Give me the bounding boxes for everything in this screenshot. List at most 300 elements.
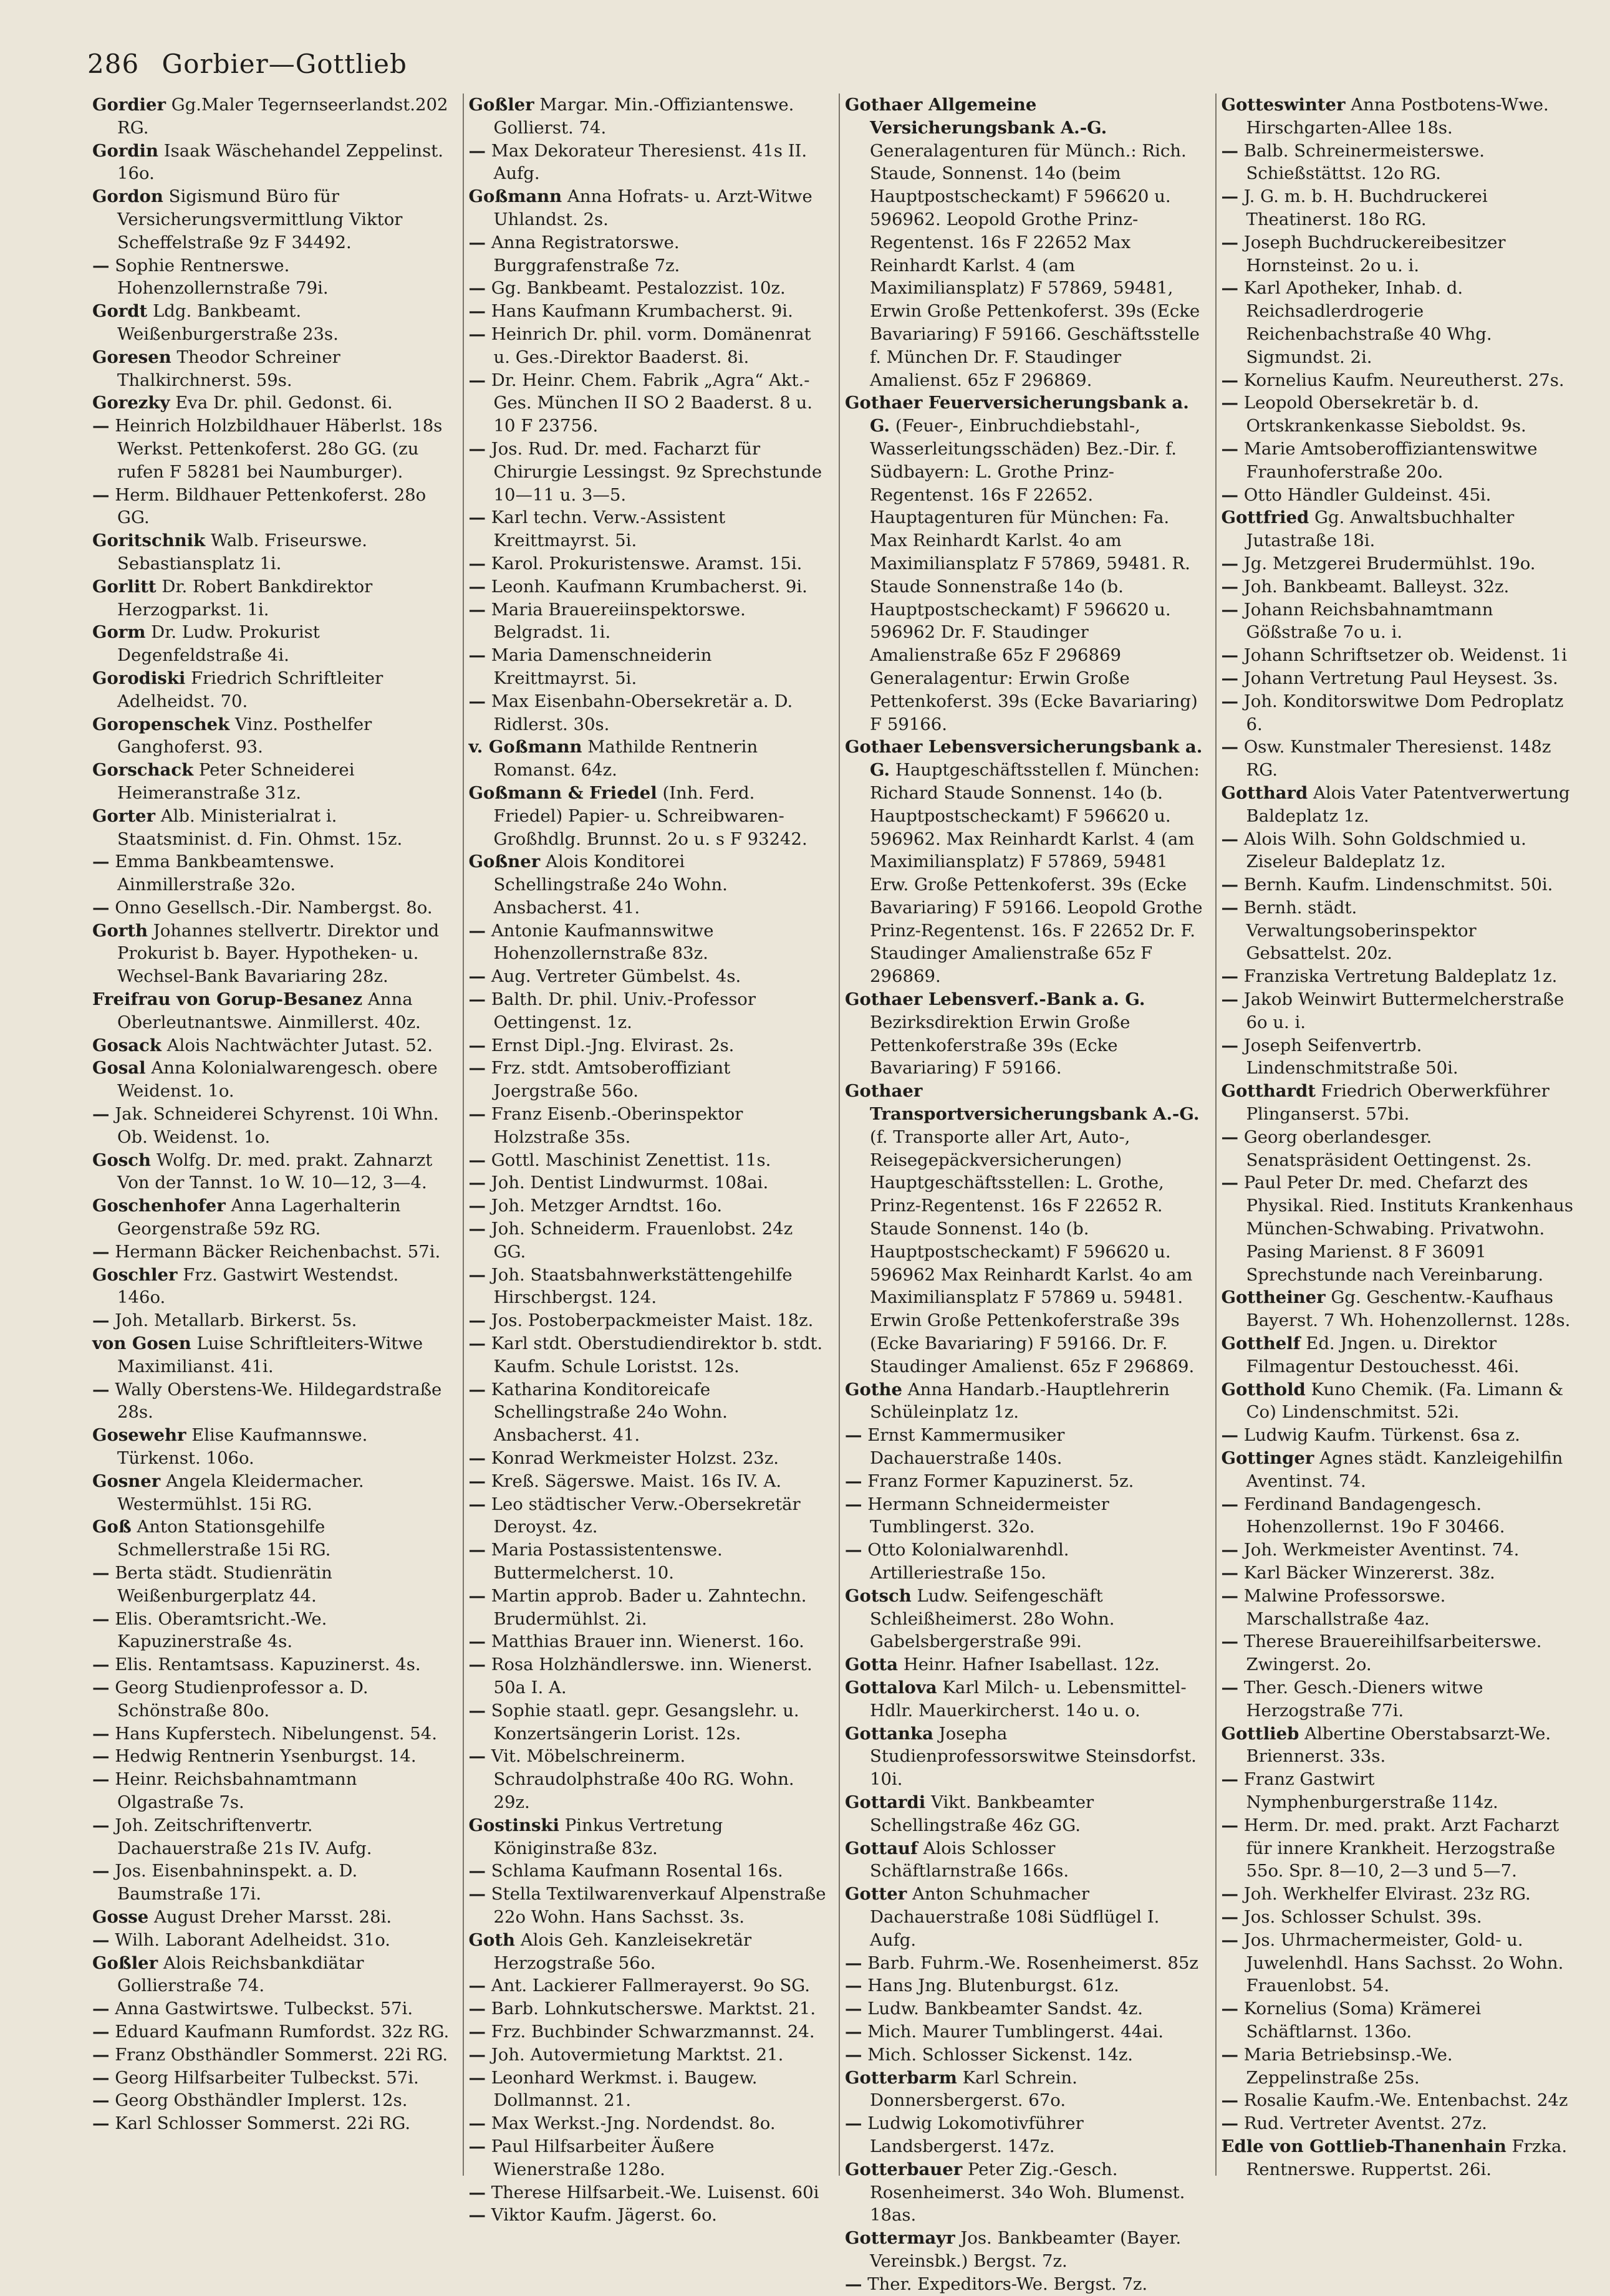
entry-name: Gothaer Lebensversicherungsbank a. G. [845, 737, 1203, 781]
entry-name: v. Goßmann [468, 737, 582, 757]
entry-name: Gotsch [845, 1585, 912, 1606]
entry-text: Alois Vater Patentverwertung Baldeplatz 1z. [1246, 782, 1570, 826]
entry-text: Karl Schrein. Donnersbergerst. 67o. [870, 2067, 1077, 2111]
entry-text: Anna Postbotens-Wwe. Hirschgarten-Allee 18s. [1246, 95, 1549, 138]
directory-entry [1222, 1126, 1579, 1172]
entry-text: Eduard Kaufmann Rumfordst. 32z RG. [115, 2021, 450, 2042]
entry-text: Bernh. städt. Verwaltungsoberinspektor Gebsattelst. 20z. [1243, 897, 1477, 964]
entry-name: Goßner [468, 852, 541, 872]
entry-name: Gosal [92, 1058, 146, 1078]
directory-entry [469, 140, 827, 186]
entry-text: Ludw. Bankbeamter Sandst. 4z. [867, 1999, 1144, 2019]
entry-text: Karol. Prokuristenswe. Aramst. 15i. [491, 553, 803, 574]
directory-entry [92, 2044, 450, 2067]
directory-entry [92, 1149, 450, 1195]
entry-name: — [468, 1310, 486, 1331]
directory-entry [92, 1676, 450, 1722]
directory-entry [1222, 2135, 1579, 2181]
entry-text: Max Dekorateur Theresienst. 41s II. Aufg. [491, 140, 807, 184]
directory-entry [1222, 140, 1579, 186]
entry-text: Karl stdt. Oberstudiendirektor b. stdt. Kaufm. Schule Loristst. 12s. [491, 1333, 823, 1376]
directory-entry [1222, 391, 1579, 438]
entry-text: Karl Milch- u. Lebensmittel-Hdlr. Mauerkircherst. 14o u. o. [870, 1677, 1187, 1721]
directory-entry [469, 323, 827, 369]
entry-name: — [468, 1219, 486, 1239]
directory-entry [1222, 185, 1579, 231]
entry-name: — [468, 324, 486, 344]
entry-text: Maria Brauereiinspektorswe. Belgradst. 1i. [491, 599, 746, 643]
entry-name: — [1221, 553, 1238, 574]
directory-entry [469, 2067, 827, 2113]
entry-name: — [1221, 1769, 1238, 1790]
directory-entry [469, 1034, 827, 1057]
entry-name: — [468, 645, 486, 666]
entry-name: Gothaer Allgemeine Versicherungsbank A.-G. [845, 95, 1107, 138]
entry-name: — [1221, 1815, 1238, 1835]
entry-name: Gothaer Lebensverf.-Bank a. G. [845, 989, 1145, 1010]
entry-text: Walb. Friseurswe. Sebastiansplatz 1i. [117, 531, 368, 574]
directory-entry [1222, 598, 1579, 645]
entry-name: Goth [468, 1929, 516, 1950]
entry-text: Therese Hilfsarbeit.-We. Luisenst. 60i [491, 2182, 819, 2202]
directory-entry [469, 1653, 827, 1699]
entry-name: Gorth [92, 920, 148, 941]
directory-entry [845, 391, 1203, 736]
directory-entry [1222, 1997, 1579, 2044]
entry-text: Generalagenturen für Münch.: Rich. Staude, Sonnenst. 14o (beim Hauptpostscheckamt) F 596620 u. 596962. Leopold Grothe Prinz-Regentenst. 16s F 22652 Max Reinhardt Karlst. 4 (am Maximiliansplatz) F 57869, 59481, Erwin Große Pettenkoferst. 39s (Ecke Bavariaring) F 59166. Geschäftsstelle f. München Dr. F. Staudinger Amalienst. 65z F 296869. [870, 140, 1200, 390]
directory-entry [1222, 1080, 1579, 1126]
entry-name: Gotthardt [1221, 1081, 1316, 1102]
entry-name: — [468, 1333, 486, 1354]
directory-entry [92, 896, 450, 920]
entry-name: — [468, 1540, 486, 1560]
directory-entry [92, 2067, 450, 2090]
entry-name: — [468, 920, 486, 941]
entry-name: Gosch [92, 1150, 152, 1170]
directory-entry [845, 1470, 1203, 1493]
directory-entry [469, 94, 827, 140]
entry-text: Vit. Möbelschreinerm. Schraudolphstraße 40o RG. Wohn. 29z. [491, 1746, 794, 1812]
entry-text: Gg. Bankbeamt. Pestalozzist. 10z. [491, 278, 786, 299]
entry-name: — [468, 1264, 486, 1285]
entry-text: Joseph Buchdruckereibesitzer Hornsteinst. 2o u. i. [1243, 232, 1506, 276]
entry-name: — [1221, 1906, 1238, 1927]
directory-entry [469, 1218, 827, 1264]
entry-name: — [1221, 576, 1238, 597]
entry-text: Rud. Vertreter Aventst. 27z. [1243, 2113, 1487, 2134]
entry-name: Freifrau von Gorup-Besanez [92, 989, 363, 1010]
directory-entry [845, 2067, 1203, 2113]
directory-entry [1222, 2112, 1579, 2135]
directory-entry [1222, 828, 1579, 874]
directory-entry [92, 759, 450, 805]
directory-entry [92, 300, 450, 346]
entry-text: Ludw. Seifengeschäft Schleißheimerst. 28o Wohn. Gabelsbergerstraße 99i. [870, 1585, 1115, 1652]
entry-name: Gotterbauer [845, 2159, 963, 2179]
directory-entry [1222, 1034, 1579, 1080]
entry-text: Leo städtischer Verw.-Obersekretär Deroyst. 4z. [491, 1494, 801, 1537]
column-4 [1215, 94, 1584, 2179]
entry-text: Jakob Weinwirt Buttermelcherstraße 6o u. i. [1243, 989, 1564, 1032]
entry-text: Alois Wilh. Sohn Goldschmied u. Ziseleur Baldeplatz 1z. [1243, 829, 1526, 872]
directory-entry [469, 506, 827, 552]
directory-entry [92, 1057, 450, 1103]
entry-name: Gotthelf [1221, 1333, 1301, 1354]
entry-name: — [468, 1861, 486, 1881]
entry-name: — [468, 1999, 486, 2019]
entry-name: — [845, 1953, 862, 1973]
directory-entry [469, 690, 827, 736]
entry-name: Gosewehr [92, 1425, 186, 1446]
entry-name: — [92, 484, 110, 505]
entry-name: — [468, 2205, 486, 2226]
entry-text: (f. Transporte aller Art, Auto-, Reisegepäckversicherungen) Hauptgeschäftsstellen: L. Grothe, Prinz-Regentenst. 16s F 22652 R. Staude Sonnenst. 14o (b. Hauptpostscheckamt) F 596620 u. 596962 Max Reinhardt Karlst. 4o am Maximiliansplatz F 57869 u. 59481. Erwin Große Pettenkoferstraße 39s (Ecke Bavariaring) F 59166. Dr. F. Staudinger Amalienst. 65z F 296869. [870, 1126, 1195, 1376]
entry-text: Gg.Maler Tegernseerlandst.202 RG. [117, 95, 448, 138]
directory-entry [92, 484, 450, 530]
entry-name: Goritschnik [92, 531, 206, 551]
directory-entry [1222, 552, 1579, 575]
directory-entry [92, 346, 450, 392]
entry-name: — [845, 1540, 862, 1560]
entry-text: Joh. Werkhelfer Elvirast. 23z RG. [1243, 1884, 1531, 1905]
entry-text: Angela Kleidermacher. Westermühlst. 15i RG. [117, 1471, 364, 1514]
entry-text: Anna Lagerhalterin Georgenstraße 59z RG. [117, 1196, 401, 1239]
entry-name: Gorschack [92, 760, 194, 781]
directory-entry [92, 713, 450, 759]
entry-name: — [92, 1999, 110, 2019]
entry-text: Wolfg. Dr. med. prakt. Zahnarzt Von der Tannst. 1o W. 10—12, 3—4. [117, 1150, 433, 1193]
directory-entry [92, 1952, 450, 1998]
entry-text: Anton Schuhmacher Dachauerstraße 108i Südflügel I. Aufg. [870, 1884, 1160, 1950]
directory-entry [845, 2020, 1203, 2044]
entry-text: Sigismund Büro für Versicherungsvermittlung Viktor Scheffelstraße 9z F 34492. [117, 186, 403, 252]
entry-name: Gottinger [1221, 1448, 1314, 1469]
directory-entry [92, 1745, 450, 1768]
directory-entry [92, 415, 450, 483]
directory-entry [845, 1378, 1203, 1424]
directory-entry [1222, 575, 1579, 598]
entry-text: Kornelius (Soma) Krämerei Schäftlarnst. 136o. [1243, 1999, 1482, 2042]
entry-text: Alois Geh. Kanzleisekretär Herzogstraße 56o. [493, 1929, 752, 1973]
entry-text: Elis. Rentamtsass. Kapuzinerst. 4s. [115, 1655, 421, 1675]
entry-name: — [468, 576, 486, 597]
directory-entry [1222, 231, 1579, 277]
directory-entry [469, 1470, 827, 1493]
entry-name: — [92, 2044, 110, 2065]
directory-entry [469, 2044, 827, 2067]
entry-name: — [92, 1608, 110, 1629]
directory-entry [845, 1585, 1203, 1653]
entry-text: Frz. stdt. Amtsoberoffiziant Joergstraße 56o. [491, 1058, 731, 1102]
entry-name: — [1221, 2044, 1238, 2065]
entry-name: — [92, 2021, 110, 2042]
directory-entry [92, 2112, 450, 2135]
directory-entry [92, 1378, 450, 1424]
entry-name: — [845, 2113, 862, 2134]
entry-name: — [1221, 1929, 1238, 1950]
entry-name: Goßler [468, 95, 534, 115]
entry-name: — [468, 1104, 486, 1125]
entry-text: Wilh. Laborant Adelheidst. 31o. [115, 1929, 391, 1950]
directory-entry [469, 1860, 827, 1883]
entry-name: Goresen [92, 347, 171, 367]
directory-entry [1222, 690, 1579, 736]
entry-name: Gottfried [1221, 507, 1309, 528]
entry-text: Ernst Kammermusiker Dachauerstraße 140s. [867, 1425, 1065, 1469]
entry-text: Anna Hofrats- u. Arzt-Witwe Uhlandst. 2s. [493, 186, 812, 229]
entry-text: Franziska Vertretung Baldeplatz 1z. [1243, 966, 1558, 987]
entry-text: Gottl. Maschinist Zenettist. 11s. [491, 1150, 771, 1170]
entry-text: Jos. Eisenbahninspekt. a. D. Baumstraße 17i. [115, 1861, 358, 1905]
directory-entry [1222, 1493, 1579, 1539]
directory-entry [92, 1929, 450, 1952]
entry-name: Gorter [92, 805, 156, 826]
entry-name: — [468, 1150, 486, 1170]
entry-text: Heinr. Hafner Isabellast. 12z. [903, 1655, 1160, 1675]
entry-name: Gotteswinter [1221, 95, 1346, 115]
entry-text: Joh. Staatsbahnwerkstättengehilfe Hirschbergst. 124. [491, 1264, 793, 1308]
directory-entry [469, 1103, 827, 1149]
entry-text: Josepha Studienprofessorswitwe Steinsdorfst. 10i. [870, 1723, 1197, 1790]
directory-entry [1222, 736, 1579, 782]
entry-name: Gotthold [1221, 1379, 1306, 1400]
entry-name: — [1221, 1631, 1238, 1652]
directory-entry [845, 1493, 1203, 1539]
directory-entry [1222, 1929, 1579, 1997]
entry-text: Rosa Holzhändlerswe. inn. Wienerst. 50a I. A. [491, 1655, 812, 1698]
entry-name: — [1221, 737, 1238, 757]
entry-text: Ludwig Kaufm. Türkenst. 6sa z. [1243, 1425, 1520, 1446]
entry-text: Bernh. Kaufm. Lindenschmitst. 50i. [1243, 875, 1553, 895]
directory-entry [92, 850, 450, 896]
entry-name: — [1221, 645, 1238, 666]
entry-text: Konrad Werkmeister Holzst. 23z. [491, 1448, 779, 1469]
page-header [87, 49, 407, 79]
directory-entry [469, 1149, 827, 1172]
entry-name: — [1221, 370, 1238, 390]
directory-entry [1222, 2044, 1579, 2090]
entry-text: Ernst Dipl.-Jng. Elvirast. 2s. [491, 1035, 735, 1055]
entry-name: — [92, 1861, 110, 1881]
entry-name: Gotter [845, 1884, 907, 1905]
entry-text: Karl Apotheker, Inhab. d. Reichsadlerdrogerie Reichenbachstraße 40 Whg. Sigmundst. 2i. [1243, 278, 1492, 367]
entry-name: — [1221, 897, 1238, 918]
directory-entry [1222, 369, 1579, 392]
directory-entry [845, 1722, 1203, 1791]
entry-name: — [92, 2113, 110, 2134]
entry-name: — [1221, 668, 1238, 688]
entry-text: Barb. Lohnkutscherswe. Marktst. 21. [491, 1999, 816, 2019]
entry-name: — [468, 1884, 486, 1905]
entry-name: — [468, 278, 486, 299]
directory-entry [469, 438, 827, 506]
entry-name: Gostinski [468, 1815, 559, 1835]
entry-name: — [92, 1769, 110, 1790]
directory-entry [1222, 1630, 1579, 1676]
directory-entry [469, 965, 827, 988]
entry-name: Gottauf [845, 1838, 918, 1858]
directory-entry [845, 1539, 1203, 1585]
entry-text: Barb. Fuhrm.-We. Rosenheimerst. 85z [867, 1953, 1198, 1973]
directory-entry [469, 1883, 827, 1929]
directory-entry [1222, 506, 1579, 552]
entry-name: — [845, 1471, 862, 1491]
directory-entry [92, 1608, 450, 1654]
entry-text: Bezirksdirektion Erwin Große Pettenkoferstraße 39s (Ecke Bavariaring) F 59166. [870, 1012, 1130, 1078]
entry-text: Georg Hilfsarbeiter Tulbeckst. 57i. [115, 2067, 419, 2088]
entry-text: Joh. Werkmeister Aventinst. 74. [1243, 1540, 1520, 1560]
entry-text: Franz Obsthändler Sommerst. 22i RG. [115, 2044, 448, 2065]
directory-entry [469, 1539, 827, 1585]
directory-entry [92, 185, 450, 254]
directory-entry [92, 1264, 450, 1310]
directory-entry [92, 94, 450, 140]
directory-entry [469, 2181, 827, 2204]
entry-name: — [468, 1379, 486, 1400]
directory-entry [92, 140, 450, 186]
entry-name: — [468, 1700, 486, 1721]
entry-name: Gorodiski [92, 668, 186, 688]
directory-entry [469, 1585, 827, 1631]
directory-entry [469, 2135, 827, 2181]
entry-text: Leonhard Werkmst. i. Baugew. Dollmannst. 21. [491, 2067, 758, 2111]
entry-text: Frz. Buchbinder Schwarzmannst. 24. [491, 2021, 815, 2042]
directory-entry [1222, 1378, 1579, 1424]
entry-text: Pinkus Vertretung Königinstraße 83z. [493, 1815, 723, 1858]
directory-entry [1222, 2089, 1579, 2112]
entry-text: Alois Schlosser Schäftlarnstraße 166s. [870, 1838, 1069, 1881]
directory-entry [469, 2112, 827, 2135]
entry-text: August Dreher Marsst. 28i. [154, 1906, 392, 1927]
entry-text: Franz Gastwirt Nymphenburgerstraße 114z. [1243, 1769, 1498, 1812]
entry-name: Goschler [92, 1264, 178, 1285]
directory-entry [845, 1974, 1203, 1997]
entry-text: Joh. Konditorswitwe Dom Pedroplatz 6. [1243, 691, 1564, 734]
directory-entry [1222, 1883, 1579, 1906]
entry-text: Osw. Kunstmaler Theresienst. 148z RG. [1243, 737, 1551, 781]
entry-name: — [92, 1104, 110, 1125]
entry-name: — [468, 2113, 486, 2134]
directory-entry [92, 1241, 450, 1264]
entry-text: Aug. Vertreter Gümbelst. 4s. [491, 966, 741, 987]
entry-name: — [1221, 1884, 1238, 1905]
entry-text: Margar. Min.-Offiziantenswe. Gollierst. 74. [493, 95, 794, 138]
entry-text: Joh. Zeitschriftenvertr. Dachauerstraße 21s IV. Aufg. [115, 1815, 372, 1858]
entry-text: (Inh. Ferd. Friedel) Papier- u. Schreibwaren-Großhdlg. Brunnst. 2o u. s F 93242. [493, 782, 807, 849]
directory-entry [469, 1194, 827, 1218]
entry-name: — [468, 2044, 486, 2065]
directory-entry [92, 805, 450, 851]
entry-text: Balth. Dr. phil. Univ.-Professor Oettingenst. 1z. [491, 989, 756, 1032]
directory-entry [92, 1470, 450, 1516]
entry-text: Anton Stationsgehilfe Schmellerstraße 15i RG. [117, 1517, 331, 1560]
entry-text: Joh. Bankbeamt. Balleyst. 32z. [1243, 576, 1510, 597]
directory-entry [845, 1653, 1203, 1676]
entry-name: — [1221, 278, 1238, 299]
entry-text: Theodor Schreiner Thalkirchnerst. 59s. [117, 347, 340, 390]
entry-text: Georg Obsthändler Implerst. 12s. [115, 2090, 408, 2111]
entry-name: — [1221, 966, 1238, 987]
directory-entry [1222, 1332, 1579, 1378]
entry-name: — [1221, 1035, 1238, 1055]
entry-name: — [468, 1585, 486, 1606]
entry-name: Gottardi [845, 1792, 926, 1812]
entry-text: Albertine Oberstabsarzt-We. Briennerst. 33s. [1246, 1723, 1551, 1767]
directory-entry [469, 277, 827, 300]
entry-name: — [1221, 599, 1238, 620]
entry-name: — [468, 140, 486, 161]
entry-name: — [92, 1379, 110, 1400]
entry-name: — [468, 1196, 486, 1216]
entry-name: — [92, 1815, 110, 1835]
entry-name: — [1221, 989, 1238, 1010]
directory-entry [1222, 965, 1579, 988]
entry-text: Hans Kaufmann Krumbacherst. 9i. [491, 301, 793, 322]
directory-entry [469, 300, 827, 323]
entry-text: Marie Amtsoberoffiziantenswitwe Fraunhoferstraße 20o. [1243, 438, 1538, 482]
directory-entry [469, 1309, 827, 1332]
entry-text: Joh. Autovermietung Marktst. 21. [491, 2044, 784, 2065]
directory-entry [469, 185, 827, 231]
entry-text: Antonie Kaufmannswitwe Hohenzollernstraße 83z. [491, 920, 714, 964]
entry-text: Hauptgeschäftsstellen f. München: Richard Staude Sonnenst. 14o (b. Hauptpostscheckamt) F 596620 u. 596962. Max Reinhardt Karlst. 4 (am Maximiliansplatz) F 57869, 59481 Erw. Große Pettenkoferst. 39s (Ecke Bavariaring) F 59166. Leopold Grothe Prinz-Regentenst. 16s. F 22652 Dr. F. Staudinger Amalienstraße 65z F 296869. [870, 760, 1203, 987]
directory-entry [469, 644, 827, 690]
directory-entry [1222, 1171, 1579, 1286]
entry-name: Goßmann [468, 186, 562, 207]
directory-entry [845, 2158, 1203, 2227]
directory-entry [469, 1057, 827, 1103]
entry-text: Sophie staatl. gepr. Gesangslehr. u. Konzertsängerin Lorist. 12s. [491, 1700, 799, 1744]
entry-text: Karl techn. Verw.-Assistent Kreittmayrst. 5i. [491, 507, 726, 551]
entry-name: Goschenhofer [92, 1196, 226, 1216]
entry-text: Heinrich Dr. phil. vorm. Domänenrat u. Ges.-Direktor Baaderst. 8i. [491, 324, 811, 367]
directory-entry [92, 1562, 450, 1608]
entry-name: — [92, 1929, 110, 1950]
entry-name: — [1221, 875, 1238, 895]
directory-entry [1222, 988, 1579, 1034]
entry-text: Dr. Ludw. Prokurist Degenfeldstraße 4i. [117, 622, 320, 666]
directory-entry [469, 1929, 827, 1975]
entry-text: Balb. Schreinermeisterswe. Schießstättst. 12o RG. [1243, 140, 1485, 184]
directory-entry [1222, 1814, 1579, 1883]
entry-name: Gotthard [1221, 782, 1308, 803]
column-2 [463, 94, 832, 2226]
entry-text: Martin approb. Bader u. Zahntechn. Brudermühlst. 2i. [491, 1585, 807, 1629]
directory-entry [1222, 782, 1579, 828]
directory-entry [92, 1768, 450, 1814]
directory-entry [469, 1814, 827, 1860]
directory-entry [92, 1653, 450, 1676]
entry-name: — [468, 438, 486, 459]
entry-name: — [1221, 1494, 1238, 1514]
entry-text: Rosalie Kaufm.-We. Entenbachst. 24z [1243, 2090, 1568, 2111]
directory-entry [1222, 1676, 1579, 1722]
directory-entry [92, 1309, 450, 1332]
entry-text: Anna Registratorswe. Burggrafenstraße 7z. [491, 232, 680, 276]
directory-entry [469, 782, 827, 850]
entry-text: Hermann Bäcker Reichenbachst. 57i. [115, 1241, 441, 1262]
entry-name: — [845, 1494, 862, 1514]
directory-entry [469, 369, 827, 438]
entry-name: Gottlieb [1221, 1723, 1299, 1744]
directory-entry [1222, 1539, 1579, 1562]
directory-entry [1222, 1562, 1579, 1585]
entry-name: — [1221, 232, 1238, 252]
entry-name: — [468, 2182, 486, 2202]
entry-text: Johann Schriftsetzer ob. Weidenst. 1i [1243, 645, 1568, 666]
entry-text: Mathilde Rentnerin Romanst. 64z. [493, 737, 758, 781]
entry-text: Georg oberlandesger. Senatspräsident Oettingenst. 2s. [1243, 1126, 1532, 1170]
